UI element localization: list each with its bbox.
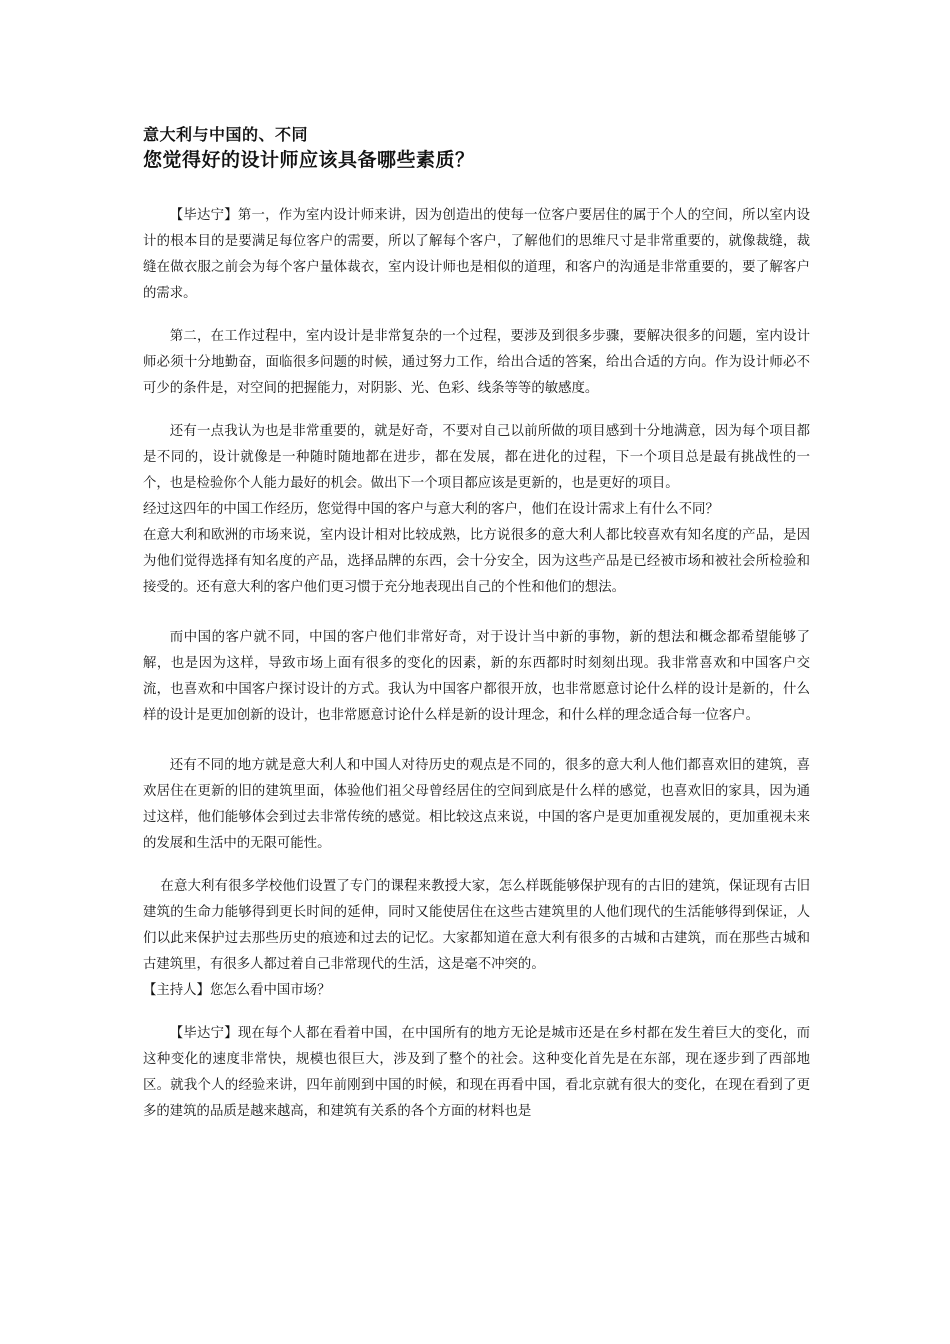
spacer	[143, 729, 810, 753]
spacer	[143, 601, 810, 625]
document-title: 意大利与中国的、不同	[143, 125, 309, 144]
question-paragraph: 经过这四年的中国工作经历，您觉得中国的客户与意大利的客户，他们在设计需求上有什么不同？	[143, 502, 719, 517]
paragraph: 而中国的客户就不同，中国的客户他们非常好奇，对于设计当中新的事物，新的想法和概念都希望能够了解，也是因为这样，导致市场上面有很多的变化的因素，新的东西都时时刻刻出现。我非常喜欢和中国客户交流，也喜欢和中国客户探讨设计的方式。我认为中国客户都很开放，也非常愿意讨论什么样的设计是新的，什么样的设计是更加创新的设计，也非常愿意讨论什么样是新的设计理念，和什么样的理念适合每一位客户。	[143, 630, 810, 723]
paragraph: 【毕达宁】第一，作为室内设计师来讲，因为创造出的使每一位客户要居住的属于个人的空间，所以室内设计的根本目的是要满足每位客户的需要，所以了解每个客户，了解他们的思维尺寸是非常重要的，就像裁缝，裁缝在做衣服之前会为每个客户量体裁衣，室内设计师也是相似的道理，和客户的沟通是非常重要的，要了解客户的需求。	[143, 208, 810, 301]
paragraph: 第二，在工作过程中，室内设计是非常复杂的一个过程，要涉及到很多步骤，要解决很多的问题，室内设计师必须十分地勤奋，面临很多问题的时候，通过努力工作，给出合适的答案，给出合适的方向。作为设计师必不可少的条件是，对空间的把握能力，对阴影、光、色彩、线条等等的敏感度。	[143, 329, 810, 396]
host-question: 【主持人】您怎么看中国市场？	[143, 983, 331, 998]
paragraph: 在意大利有很多学校他们设置了专门的课程来教授大家，怎么样既能够保护现有的古旧的建筑，保证现有古旧建筑的生命力能够得到更长时间的延伸，同时又能使居住在这些古建筑里的人他们现代的生活能够得到保证，人们以此来保护过去那些历史的痕迹和过去的记忆。大家都知道在意大利有很多的古城和古建筑，而在那些古城和古建筑里，有很多人都过着自己非常现代的生活，这是毫不冲突的。	[143, 879, 810, 972]
spacer	[143, 857, 810, 874]
document-subtitle: 您觉得好的设计师应该具备哪些素质？	[143, 149, 475, 171]
spacer	[143, 1004, 810, 1021]
document-page	[143, 124, 810, 1125]
spacer	[143, 402, 810, 419]
paragraph: 还有不同的地方就是意大利人和中国人对待历史的观点是不同的，很多的意大利人他们都喜欢旧的建筑，喜欢居住在更新的旧的建筑里面，体验他们祖父母曾经居住的空间到底是什么样的感觉，也喜欢旧的家具，因为通过这样，他们能够体会到过去非常传统的感觉。相比较这点来说，中国的客户是更加重视发展的，更加重视未来的发展和生活中的无限可能性。	[143, 758, 810, 851]
paragraph: 还有一点我认为也是非常重要的，就是好奇，不要对自己以前所做的项目感到十分地满意，因为每个项目都是不同的，设计就像是一种随时随地都在进步，都在发展，都在进化的过程，下一个项目总是最有挑战性的一个，也是检验你个人能力最好的机会。做出下一个项目都应该是更新的，也是更好的项目。	[143, 424, 810, 491]
spacer	[143, 307, 810, 324]
paragraph: 【毕达宁】现在每个人都在看着中国，在中国所有的地方无论是城市还是在乡村都在发生着巨大的变化，而这种变化的速度非常快，规模也很巨大，涉及到了整个的社会。这种变化首先是在东部，现在逐步到了西部地区。就我个人的经验来讲，四年前刚到中国的时候，和现在再看中国，看北京就有很大的变化，在现在看到了更多的建筑的品质是越来越高，和建筑有关系的各个方面的材料也是	[143, 1026, 810, 1119]
spacer	[143, 186, 810, 203]
paragraph: 在意大利和欧洲的市场来说，室内设计相对比较成熟，比方说很多的意大利人都比较喜欢有知名度的产品，是因为他们觉得选择有知名度的产品，选择品牌的东西，会十分安全，因为这些产品是已经被市场和被社会所检验和接受的。还有意大利的客户他们更习惯于充分地表现出自己的个性和他们的想法。	[143, 528, 810, 595]
